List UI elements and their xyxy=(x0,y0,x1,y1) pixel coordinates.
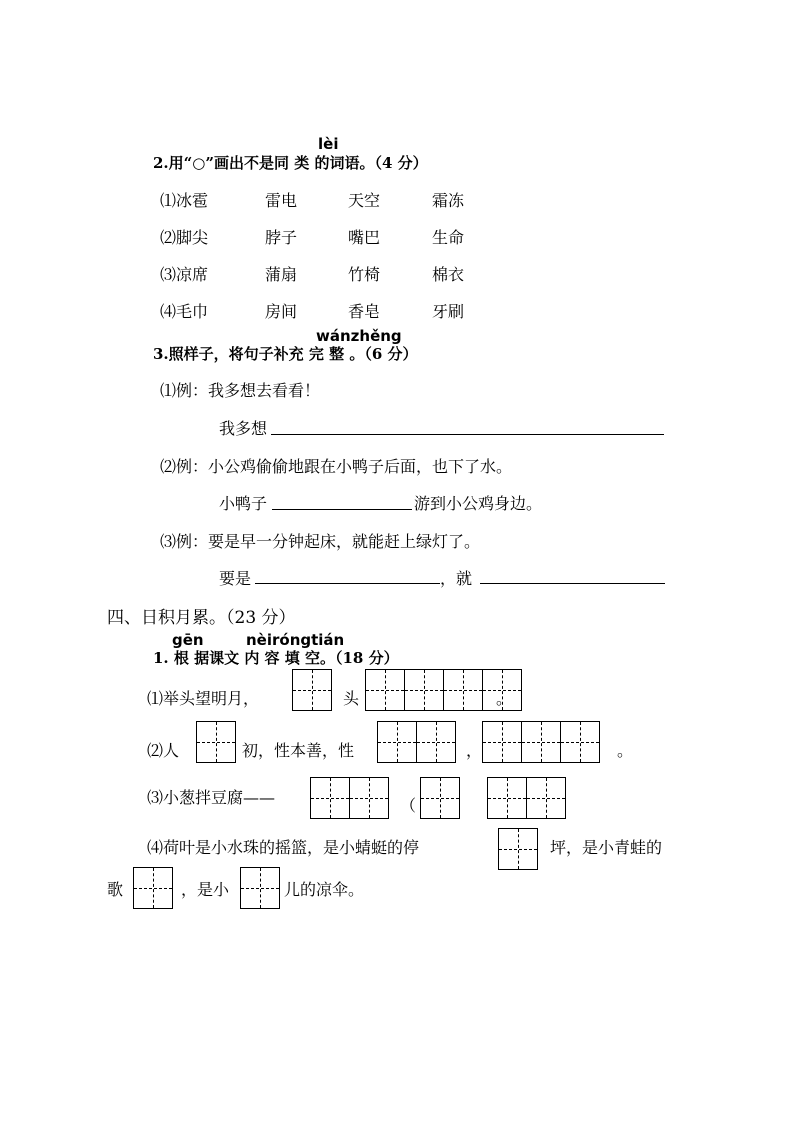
s4-line3-prefix: ⑶小葱拌豆腐—— xyxy=(147,788,276,807)
s4-line1-end: 。 xyxy=(496,689,513,708)
s4-line2-grid-c[interactable] xyxy=(482,721,600,763)
s4-line4-b: 坪，是小青蛙的 xyxy=(550,838,663,857)
s4-line1-mid: 头 xyxy=(343,689,360,708)
s4-line2-prefix: ⑵人 xyxy=(147,741,180,760)
q3-prompt-3: 要是 xyxy=(219,569,252,588)
q2-row2-word4[interactable]: 生命 xyxy=(432,228,465,247)
s4-line2-grid-a[interactable] xyxy=(196,721,236,763)
q2-row2-word1[interactable]: ⑵脚尖 xyxy=(160,228,209,247)
s4-line4-d: ，是小 xyxy=(181,880,230,899)
q3-tail-2: 游到小公鸡身边。 xyxy=(414,494,543,513)
q3-answer-line-1[interactable] xyxy=(271,434,664,435)
q2-pinyin: lèi xyxy=(318,135,339,153)
s4-line2-grid-b[interactable] xyxy=(377,721,456,763)
q2-row3-word2[interactable]: 蒲扇 xyxy=(265,265,298,284)
q2-row4-word4[interactable]: 牙刷 xyxy=(432,302,465,321)
q3-example-3: ⑶例：要是早一分钟起床，就能赶上绿灯了。 xyxy=(160,532,481,551)
q2-row3-word3[interactable]: 竹椅 xyxy=(348,265,381,284)
s4-line4-e: 儿的凉伞。 xyxy=(284,880,365,899)
q2-row1-word1[interactable]: ⑴冰雹 xyxy=(160,191,209,210)
s4-line4-grid-b[interactable] xyxy=(133,867,173,909)
s4-line2-end: 。 xyxy=(617,741,634,760)
s4-line4-c: 歌 xyxy=(107,880,124,899)
q2-title: 2.用“○”画出不是同 类 的词语。（4 分） xyxy=(153,154,428,172)
s4-line4-a: ⑷荷叶是小水珠的摇篮，是小蜻蜓的停 xyxy=(147,838,420,857)
q3-example-2: ⑵例：小公鸡偷偷地跟在小鸭子后面，也下了水。 xyxy=(160,457,513,476)
q3-answer-line-3b[interactable] xyxy=(480,583,665,584)
q2-row4-word2[interactable]: 房间 xyxy=(265,302,298,321)
section4-title: 四、日积月累。（23 分） xyxy=(107,608,296,628)
s4q1-pinyin-neirongtian: nèiróngtián xyxy=(246,631,345,649)
s4-line1-grid-a[interactable] xyxy=(292,669,332,711)
q3-answer-line-2[interactable] xyxy=(272,509,412,510)
q2-row1-word3[interactable]: 天空 xyxy=(348,191,381,210)
q2-row3-word4[interactable]: 棉衣 xyxy=(432,265,465,284)
q2-row2-word3[interactable]: 嘴巴 xyxy=(348,228,381,247)
q2-row1-word4[interactable]: 霜冻 xyxy=(432,191,465,210)
q3-prompt-1: 我多想 xyxy=(219,419,268,438)
s4q1-pinyin-gen: gēn xyxy=(172,631,204,649)
q2-row1-word2[interactable]: 雷电 xyxy=(265,191,298,210)
q3-example-1: ⑴例：我多想去看看！ xyxy=(160,381,321,400)
q3-prompt-2: 小鸭子 xyxy=(219,494,268,513)
q2-row4-word1[interactable]: ⑷毛巾 xyxy=(160,302,209,321)
s4-line3-grid-c[interactable] xyxy=(487,777,566,819)
s4-line4-grid-a[interactable] xyxy=(498,828,538,870)
s4-line4-grid-c[interactable] xyxy=(240,867,280,909)
q3-pinyin: wánzhěng xyxy=(316,327,402,345)
s4-line2-mid: 初，性本善，性 xyxy=(242,741,355,760)
s4-line2-comma: ， xyxy=(466,741,483,760)
s4-line3-grid-b[interactable] xyxy=(420,777,460,819)
q3-mid-3: ，就 xyxy=(440,569,473,588)
s4-line3-grid-a[interactable] xyxy=(310,777,389,819)
q3-title: 3.照样子，将句子补充 完 整 。（6 分） xyxy=(153,345,418,363)
s4-line3-paren: （ xyxy=(400,796,417,815)
q2-row4-word3[interactable]: 香皂 xyxy=(348,302,381,321)
s4-line1-prefix: ⑴举头望明月， xyxy=(147,689,260,708)
q2-row2-word2[interactable]: 脖子 xyxy=(265,228,298,247)
s4q1-title: 1. 根 据课文 内 容 填 空。（18 分） xyxy=(153,649,399,667)
q2-row3-word1[interactable]: ⑶凉席 xyxy=(160,265,209,284)
q3-answer-line-3a[interactable] xyxy=(255,583,440,584)
